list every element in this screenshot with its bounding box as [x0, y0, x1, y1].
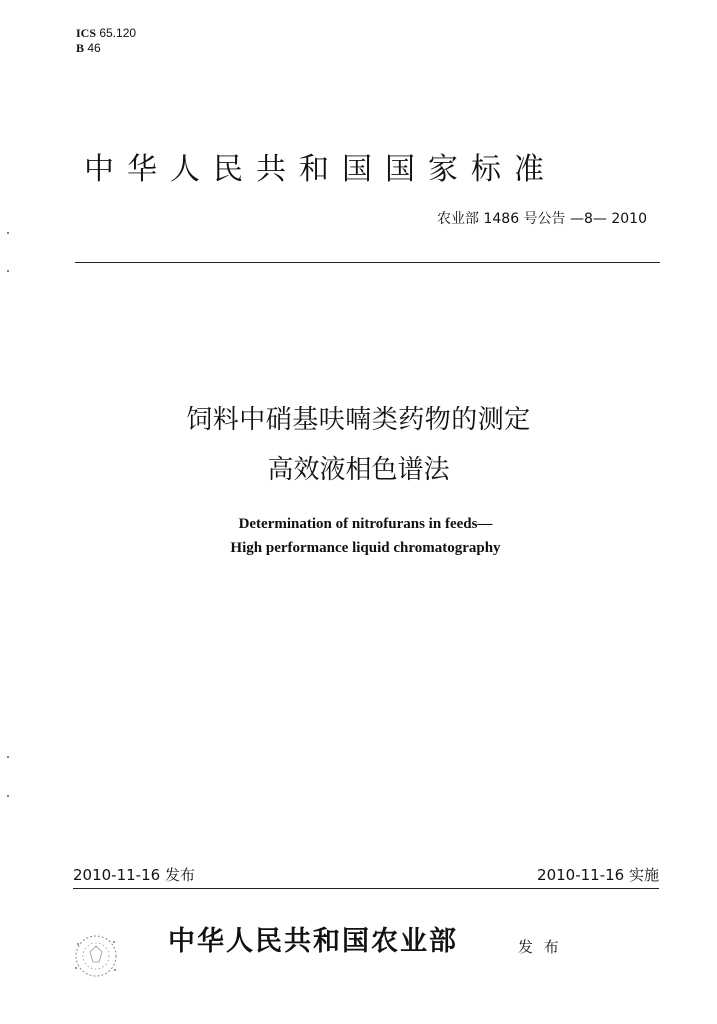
- chinese-title-line-1: 饲料中硝基呋喃类药物的测定: [186, 405, 531, 435]
- scan-speck: [7, 795, 9, 797]
- class-label: B: [76, 41, 85, 55]
- implementation-date: 2010-11-16 实施: [537, 866, 659, 884]
- class-code: 46: [87, 41, 101, 55]
- scan-speck: [7, 270, 9, 272]
- issue-date: 2010-11-16 发布: [73, 866, 195, 884]
- publisher-name: 中华人民共和国农业部: [168, 926, 458, 957]
- standard-title: 中华人民共和国国家标准: [84, 152, 557, 187]
- ministry-seal-icon: [66, 928, 126, 984]
- class-line: [76, 41, 136, 56]
- publish-action: 发 布: [518, 938, 562, 956]
- ics-code: 65.120: [99, 26, 137, 40]
- ics-line: [76, 26, 136, 41]
- ics-label: ICS: [76, 26, 97, 40]
- scan-speck: [7, 232, 9, 234]
- english-title-line-1: Determination of nitrofurans in feeds—: [238, 516, 493, 532]
- english-title-line-2: High performance liquid chromatography: [230, 540, 501, 556]
- scan-speck: [7, 756, 9, 758]
- top-divider: [75, 262, 660, 263]
- bottom-divider: [73, 888, 659, 889]
- standard-number: 农业部 1486 号公告 —8— 2010: [437, 211, 647, 227]
- ics-classification: [76, 26, 136, 56]
- chinese-title-line-2: 高效液相色谱法: [267, 455, 450, 485]
